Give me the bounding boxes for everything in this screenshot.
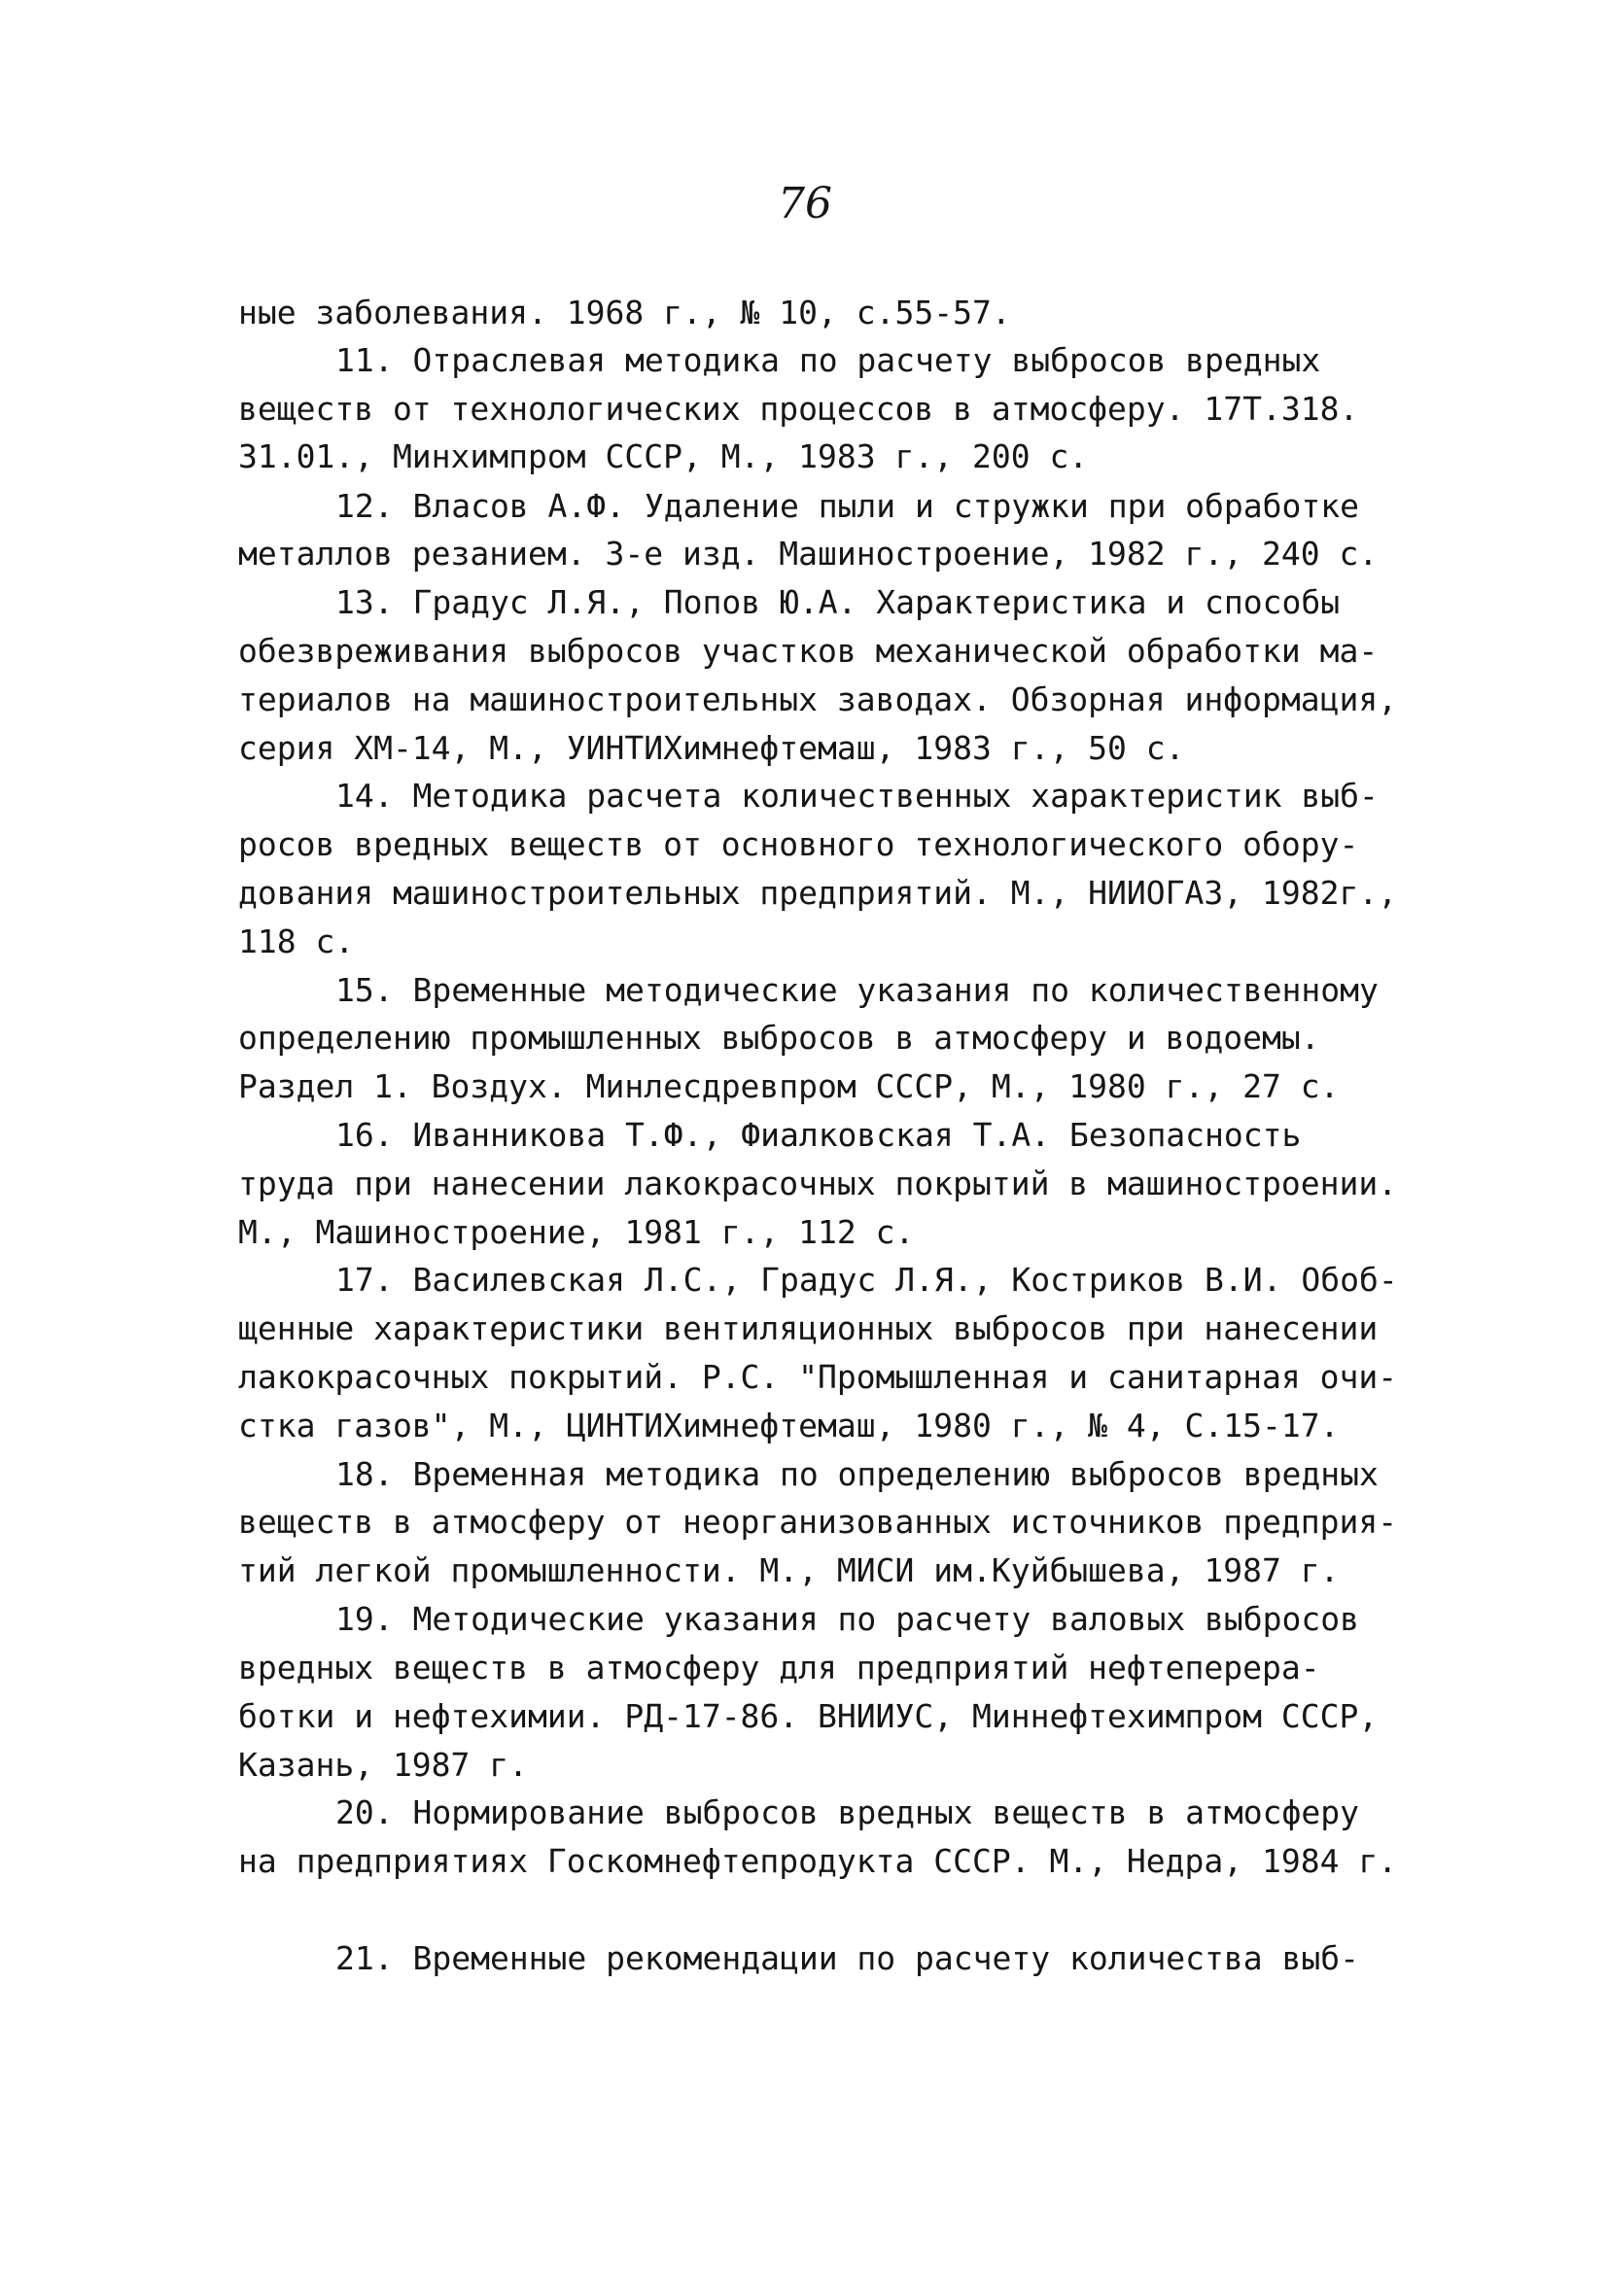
page-number: 76 — [778, 179, 832, 228]
text-line: 14. Методика расчета количественных характеристик выб- — [335, 777, 1379, 815]
text-line: 16. Иванникова Т.Ф., Фиалковская Т.А. Безопасность — [335, 1116, 1302, 1154]
text-line: 13. Градус Л.Я., Попов Ю.А. Характеристика и способы — [335, 583, 1341, 621]
text-line: труда при нанесении лакокрасочных покрытий в машиностроении. — [238, 1165, 1398, 1202]
text-line: вредных веществ в атмосферу для предприятий нефтеперера- — [238, 1649, 1320, 1687]
text-line: Казань, 1987 г. — [238, 1746, 529, 1784]
text-line: 12. Власов А.Ф. Удаление пыли и стружки при обработке — [335, 487, 1359, 525]
text-line: росов вредных веществ от основного технологического обору- — [238, 825, 1359, 863]
text-line: ботки и нефтехимии. РД-17-86. ВНИИУС, Миннефтехимпром СССР, — [238, 1697, 1379, 1735]
text-line: М., Машиностроение, 1981 г., 112 с. — [238, 1213, 915, 1251]
text-line: стка газов", М., ЦИНТИХимнефтемаш, 1980 г., № 4, С.15-17. — [238, 1407, 1340, 1444]
text-line: 11. Отраслевая методика по расчету выбросов вредных — [335, 341, 1321, 379]
text-line: 19. Методические указания по расчету валовых выбросов — [335, 1600, 1359, 1638]
text-line: веществ в атмосферу от неорганизованных источников предприя- — [238, 1503, 1398, 1541]
text-line: серия ХМ-14, М., УИНТИХимнефтемаш, 1983 г., 50 с. — [238, 729, 1185, 767]
text-line: определению промышленных выбросов в атмосферу и водоемы. — [238, 1019, 1320, 1057]
text-line: 15. Временные методические указания по количественному — [335, 971, 1379, 1009]
text-line: веществ от технологических процессов в атмосферу. 17Т.318. — [238, 390, 1359, 428]
text-line: 17. Василевская Л.С., Градус Л.Я., Костриков В.И. Обоб- — [335, 1261, 1398, 1299]
text-line: 20. Нормирование выбросов вредных веществ в атмосферу — [335, 1793, 1359, 1831]
text-line: обезвреживания выбросов участков механической обработки ма- — [238, 632, 1379, 670]
text-line: 18. Временная методика по определению выбросов вредных — [335, 1455, 1379, 1493]
text-line: металлов резанием. 3-е изд. Машиностроение, 1982 г., 240 с. — [238, 535, 1379, 573]
text-line: на предприятиях Госкомнефтепродукта СССР. М., Недра, 1984 г. — [238, 1842, 1398, 1880]
text-line: 21. Временные рекомендации по расчету количества выб- — [335, 1939, 1359, 1977]
text-line: Раздел 1. Воздух. Минлесдревпром СССР, М., 1980 г., 27 с. — [238, 1067, 1340, 1105]
text-line: 31.01., Минхимпром СССР, М., 1983 г., 200 с. — [238, 437, 1089, 475]
text-line: ные заболевания. 1968 г., № 10, с.55-57. — [238, 294, 1011, 331]
text-line: териалов на машиностроительных заводах. Обзорная информация, — [238, 680, 1398, 718]
text-line: щенные характеристики вентиляционных выбросов при нанесении — [238, 1309, 1379, 1347]
text-line: лакокрасочных покрытий. Р.С. "Промышленная и санитарная очи- — [238, 1358, 1398, 1396]
text-line: 118 с. — [238, 922, 355, 960]
text-line: тий легкой промышленности. М., МИСИ им.Куйбышева, 1987 г. — [238, 1551, 1340, 1589]
text-line: дования машиностроительных предприятий. М., НИИОГАЗ, 1982г., — [238, 874, 1398, 912]
